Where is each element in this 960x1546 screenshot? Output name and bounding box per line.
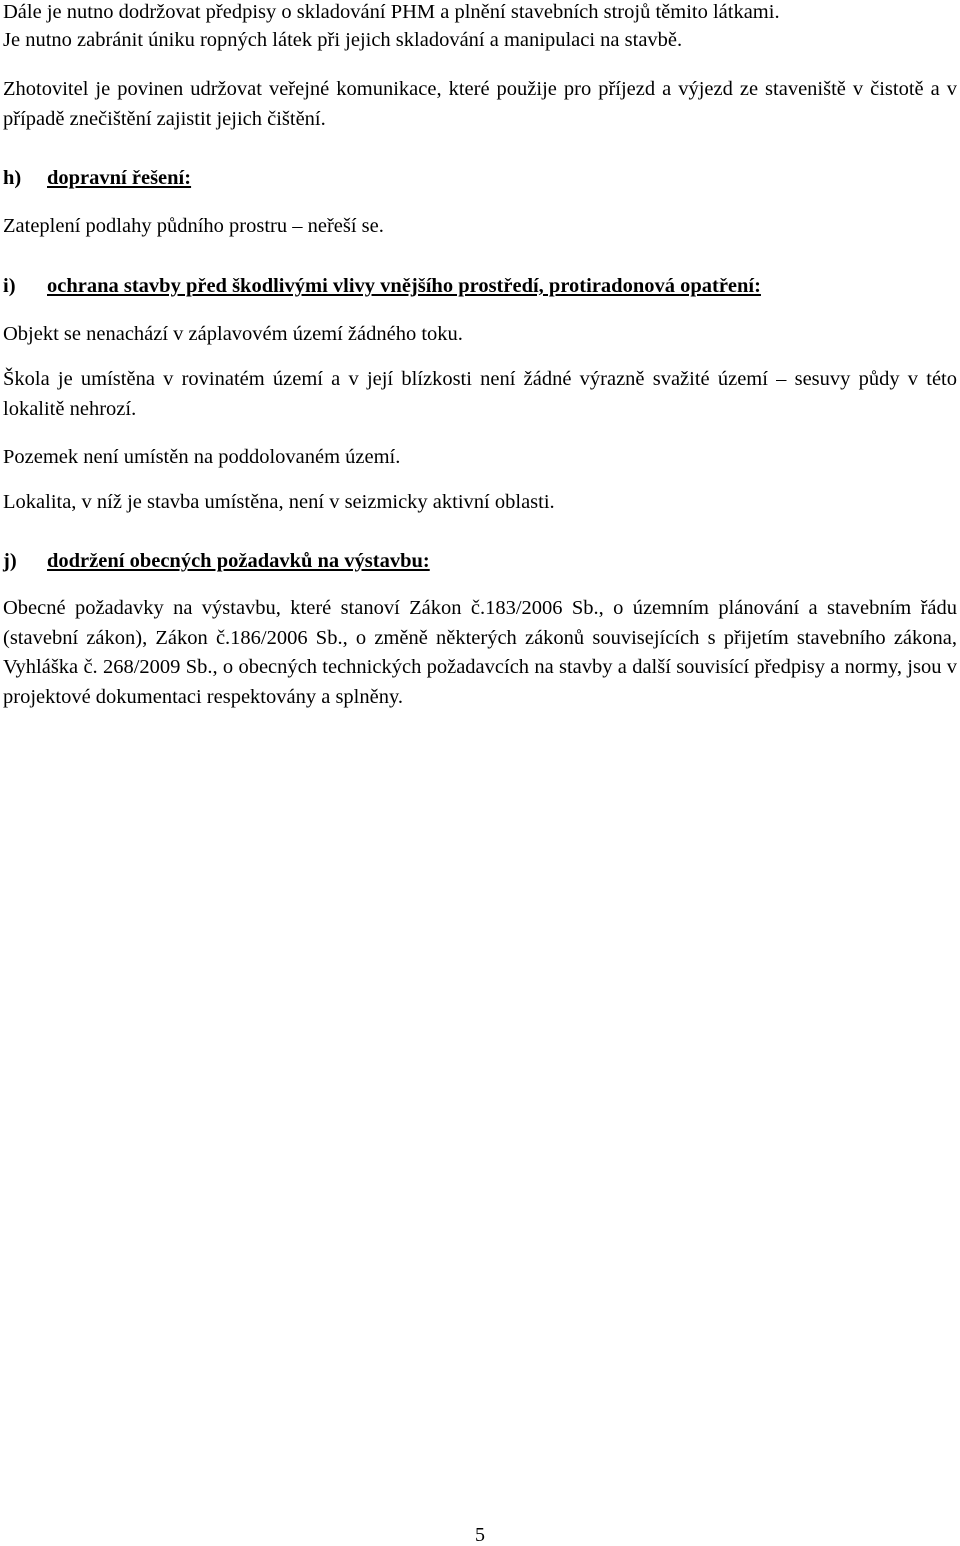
section-heading-j xyxy=(3,547,430,577)
section-heading-i xyxy=(3,272,761,302)
paragraph-transport: Zateplení podlahy půdního prostru – neřeší se. xyxy=(3,215,384,237)
paragraph-landslide: Škola je umístěna v rovinatém území a v její blízkosti není žádné výrazně svažité území – sesuvy půdy v této lokalitě nehrozí. xyxy=(3,368,957,420)
paragraph-undermined-area: Pozemek není umístěn na poddolovaném území. xyxy=(3,446,401,468)
section-letter-j: j) xyxy=(3,550,17,572)
section-title-h: dopravní řešení: xyxy=(47,167,192,189)
paragraph-flood-zone: Objekt se nenachází v záplavovém území žádného toku. xyxy=(3,323,463,345)
paragraph-fuel-storage-line-1: Dále je nutno dodržovat předpisy o skladování PHM a plnění stavebních strojů těmito látkami. xyxy=(3,1,780,23)
section-title-j: dodržení obecných požadavků na výstavbu: xyxy=(47,550,430,572)
page-number: 5 xyxy=(475,1524,485,1546)
section-heading-h xyxy=(3,164,191,194)
paragraph-fuel-storage-line-2: Je nutno zabránit úniku ropných látek při jejich skladování a manipulaci na stavbě. xyxy=(3,29,683,51)
section-letter-h: h) xyxy=(3,167,22,189)
section-title-i: ochrana stavby před škodlivými vlivy vnějšího prostředí, protiradonová opatření: xyxy=(47,275,761,297)
paragraph-seismic: Lokalita, v níž je stavba umístěna, není v seizmicky aktivní oblasti. xyxy=(3,491,555,513)
paragraph-general-requirements: Obecné požadavky na výstavbu, které stanoví Zákon č.183/2006 Sb., o územním plánování a stavebním řádu (stavební zákon), Zákon č.186/2006 Sb., o změně některých zákonů souvisejících s přijetím stavebního zákona, Vyhláška č. 268/2009 Sb., o obecných technických požadavcích na stavby a další souvisící předpisy a normy, jsou v projektové dokumentaci respektovány a splněny. xyxy=(3,597,957,708)
paragraph-road-cleaning: Zhotovitel je povinen udržovat veřejné komunikace, které použije pro příjezd a výjezd ze staveniště v čistotě a v případě znečištění zajistit jejich čištění. xyxy=(3,78,957,130)
section-letter-i: i) xyxy=(3,275,16,297)
